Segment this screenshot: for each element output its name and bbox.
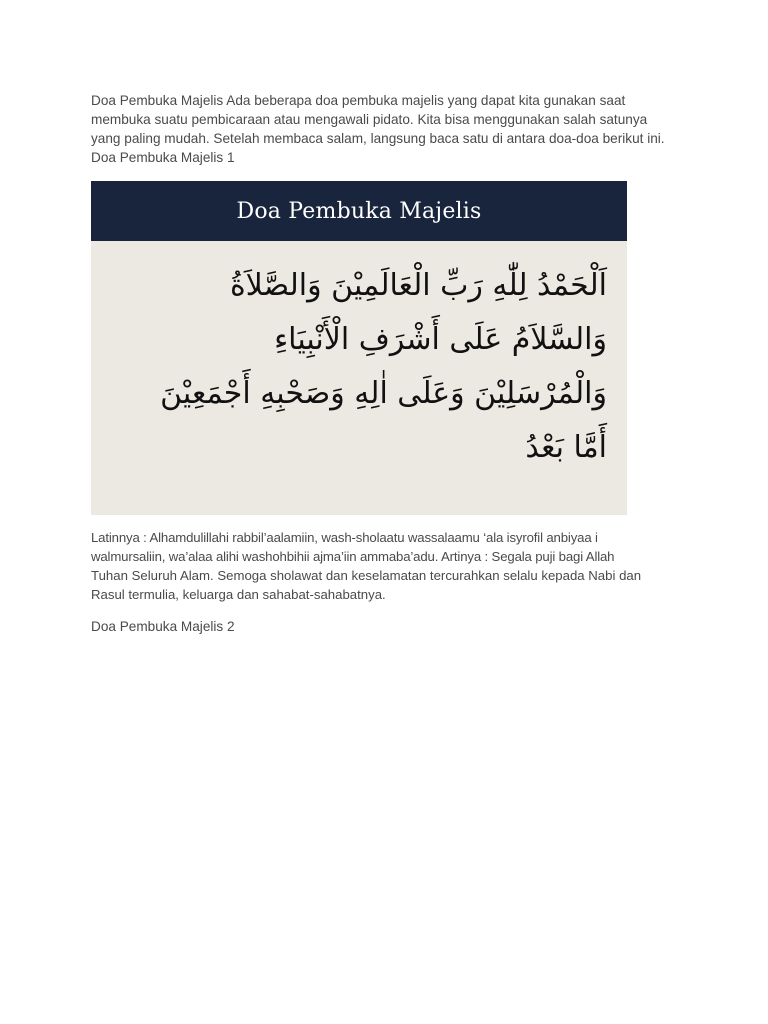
arabic-line: وَالْمُرْسَلِيْنَ وَعَلَى اٰلِهِ وَصَحْبِهِ أَجْمَعِيْنَ	[160, 376, 607, 411]
arabic-line: وَالسَّلاَمُ عَلَى أَشْرَفِ الْأَنْبِيَاءِ	[274, 322, 607, 357]
section-2-heading: Doa Pembuka Majelis 2	[91, 619, 235, 634]
arabic-line: أَمَّا بَعْدُ	[525, 430, 607, 465]
latin-line: Rasul termulia, keluarga dan sahabat-sahabatnya.	[91, 587, 386, 602]
doa-image-title: Doa Pembuka Majelis	[236, 198, 482, 224]
doa-image-banner	[91, 181, 627, 241]
doa-image	[91, 181, 627, 515]
intro-paragraph	[91, 91, 691, 148]
intro-line: membuka suatu pembicaraan atau mengawali pidato. Kita bisa menggunakan salah satunya	[91, 112, 648, 127]
latin-translation-paragraph	[91, 528, 691, 604]
latin-line: walmursaliin, wa’alaa alihi washohbihii ajma’iin ammaba’adu. Artinya : Segala puji bagi Allah	[91, 549, 615, 564]
arabic-line: اَلْحَمْدُ لِلّٰهِ رَبِّ الْعَالَمِيْنَ وَالصَّلاَةُ	[229, 268, 607, 303]
latin-line: Latinnya : Alhamdulillahi rabbil’aalamiin, wash-sholaatu wassalaamu ‘ala isyrofil anbiyaa i	[91, 530, 598, 545]
latin-line: Tuhan Seluruh Alam. Semoga sholawat dan keselamatan tercurahkan selalu kepada Nabi dan	[91, 568, 642, 583]
intro-line: Doa Pembuka Majelis Ada beberapa doa pembuka majelis yang dapat kita gunakan saat	[91, 93, 626, 108]
intro-line: yang paling mudah. Setelah membaca salam, langsung baca satu di antara doa-doa berikut ini.	[91, 131, 665, 146]
doa-arabic-text	[91, 241, 627, 475]
section-1-heading: Doa Pembuka Majelis 1	[91, 150, 235, 165]
